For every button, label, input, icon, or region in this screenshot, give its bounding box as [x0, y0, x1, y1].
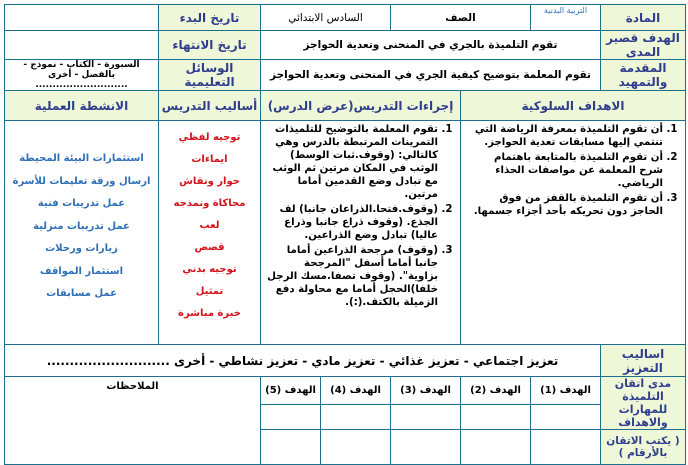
grade-label: الصف — [391, 5, 531, 31]
start-date-value[interactable] — [5, 5, 159, 31]
mastery-note: ( يكتب الاتقان بالأرقام ) — [601, 430, 686, 465]
end-date-value[interactable] — [5, 31, 159, 60]
reinforcement-label: اساليب التعزيز — [601, 345, 686, 377]
goal-4-extra[interactable] — [321, 430, 391, 465]
subject-value-cell — [531, 5, 601, 31]
method-item: حوار ونقاش — [179, 176, 240, 187]
lesson-plan-table — [4, 4, 686, 465]
procedure-item: 1. تقوم المعلمة بالتوضيح للتلميذات التمرينات المرتبطة بالدرس وهي كالتالي: (وقوف.ثبات الوسط) الوثب في المكان مرتين ثم الوثب مع تبادل وضع القدمين أماما مرتين. — [267, 123, 438, 201]
procedure-item: 2. (وقوف.فتحا.الذراعان جانبا) لف الجذع. (وقوف ذراع جانبا وذراع عاليا) تبادل وضع الذراعين. — [267, 203, 438, 242]
methods-list — [159, 121, 261, 345]
objectives-list-cell — [461, 121, 686, 345]
goal-4-header: الهدف (4) — [321, 377, 391, 405]
procedures-header: إجراءات التدريس(عرض الدرس) — [261, 91, 461, 121]
activity-item: استثمار المواقف — [39, 265, 124, 277]
method-item: لعب — [199, 220, 220, 231]
lesson-plan-page — [4, 4, 685, 460]
goal-4-value[interactable] — [321, 405, 391, 430]
start-date-label: تاريخ البدء — [159, 5, 261, 31]
objective-item: 3. أن تقوم التلميذة بالقفز من فوق الحاجز دون تحريكه بأحد أجزاء جسمها. — [467, 192, 663, 218]
activity-item: عمل تدريبات منزلية — [33, 220, 130, 232]
activities-list — [5, 121, 159, 345]
goal-2-header: الهدف (2) — [461, 377, 531, 405]
media-value: السبورة - الكتاب - نموذج - بالفصل - أخرى ........................... — [5, 60, 159, 91]
method-item: ايماءات — [191, 154, 228, 165]
intro-value: تقوم المعلمة بتوضيح كيفية الجري في المنحنى وتعدية الحواجز — [261, 60, 601, 91]
goal-3-value[interactable] — [391, 405, 461, 430]
procedure-item: 3. (وقوف) مرجحة الذراعين أماما جانبا أماما أسفل "المرجحة بزاوية". (وقوف تصفا.مسك الرجل خلفا)الحجل أماما مع محاولة دفع الزميلة بالكتف.(:). — [267, 244, 438, 309]
activities-header: الانشطة العملية — [5, 91, 159, 121]
goal-2-extra[interactable] — [461, 430, 531, 465]
procedures-list — [267, 123, 454, 309]
short-goal-label: الهدف قصير المدى — [601, 31, 686, 60]
method-item: توجيه لفظي — [178, 132, 241, 143]
goal-1-extra[interactable] — [531, 430, 601, 465]
goal-3-header: الهدف (3) — [391, 377, 461, 405]
short-goal-value: تقوم التلميذة بالجري في المنحنى وتعدية الحواجز — [261, 31, 601, 60]
activity-item: عمل تدريبات فنية — [37, 198, 126, 209]
subject-value: التربية البدنية — [543, 6, 588, 15]
subject-label: المادة — [601, 5, 686, 31]
method-item: محاكاة ونمذجه — [173, 198, 246, 209]
procedures-list-cell — [261, 121, 461, 345]
method-item: توجيه بدني — [182, 264, 237, 275]
grade-value: السادس الابتدائي — [261, 5, 391, 31]
intro-label: المقدمة والتمهيد — [601, 60, 686, 91]
goal-5-header: الهدف (5) — [261, 377, 321, 405]
goal-5-value[interactable] — [261, 405, 321, 430]
remarks-header — [5, 377, 261, 465]
activity-item: استثمارات البيئة المحيطة — [19, 153, 144, 164]
method-item: خبرة مباشرة — [178, 308, 241, 319]
goal-1-header: الهدف (1) — [531, 377, 601, 405]
reinforcement-value: تعزيز اجتماعي - تعزيز غذائي - تعزيز مادي - تعزيز نشاطي - أخرى ........................... — [5, 345, 601, 377]
end-date-label: تاريخ الانتهاء — [159, 31, 261, 60]
goal-3-extra[interactable] — [391, 430, 461, 465]
goal-1-value[interactable] — [531, 405, 601, 430]
objectives-header: الاهداف السلوكية — [461, 91, 686, 121]
objective-item: 2. أن تقوم التلميذة بالمتابعة باهتمام شرح المعلمة عن مواصفات الحذاء الرياضي. — [467, 151, 663, 190]
objective-item: 1. أن تقوم التلميذة بمعرفة الرياضة التي تنتمي إليها مسابقات تعدية الحواجز. — [467, 123, 663, 149]
method-item: قصص — [194, 242, 225, 253]
media-label: الوسائل التعليمية — [159, 60, 261, 91]
methods-header: أساليب التدريس — [159, 91, 261, 121]
goal-5-extra[interactable] — [261, 430, 321, 465]
remarks-label: الملاحظات — [106, 381, 159, 392]
method-item: تمثيل — [195, 286, 224, 297]
activity-item: زيارات ورحلات — [45, 243, 118, 254]
mastery-label: مدى اتقان التلميذة للمهارات والاهداف — [601, 377, 686, 430]
objectives-list — [467, 123, 679, 218]
activity-item: عمل مسابقات — [46, 288, 117, 299]
activity-item: ارسال ورقة تعليمات للأسرة — [12, 175, 151, 187]
goal-2-value[interactable] — [461, 405, 531, 430]
